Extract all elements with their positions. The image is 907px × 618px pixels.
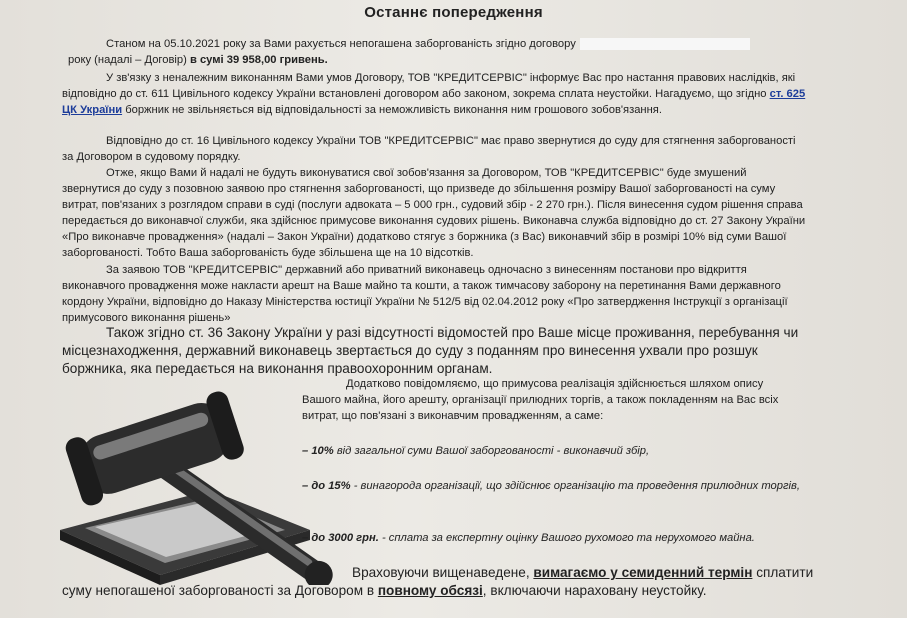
debt-text-a: Станом на 05.10.2021 року за Вами рахується непогашена заборгованість згідно договору — [106, 38, 576, 50]
list-item-fee-10 — [302, 443, 802, 459]
demand-text-c: , включаючи нараховану неустойку. — [482, 583, 707, 598]
list-item-fee-15 — [302, 478, 802, 494]
fee-10-bold: – 10% — [302, 445, 334, 457]
gavel-icon — [40, 380, 340, 585]
list-item-fee-3000 — [302, 530, 802, 546]
paragraph-demand — [62, 564, 842, 600]
fee-3000-text: - сплата за експертну оцінку Вашого рухомого та нерухомого майна. — [378, 532, 755, 544]
paragraph-search: Також згідно ст. 36 Закону України у разі відсутності відомостей про Ваше місце проживання, перебування чи місцезнаходження, державний виконавець звертається до суду з поданням про винесення ухвали про розшук боржника, яка передається на виконання правоохоронним органам. — [62, 325, 799, 376]
fee-15-text: - винагорода організації, що здійснює організацію та проведення прилюдних торгів, — [350, 480, 800, 492]
paragraph-court-right: Відповідно до ст. 16 Цивільного кодексу України ТОВ "КРЕДИТСЕРВІС" має право звернутися до суду для стягнення заборгованості за Договором в судовому порядку. — [62, 135, 796, 163]
demand-text-b: сплатити суму непогашеної заборгованості за Договором в — [62, 565, 814, 598]
debt-text-b: року (надалі – Договір) — [68, 54, 187, 66]
fee-3000-bold: – до 3000 грн. — [302, 532, 379, 544]
paragraph-enforcement: Додатково повідомляємо, що примусова реалізація здійснюється шляхом опису Вашого майна, його арешту, організації прилюдних торгів, а також покладенням на Вас всіх витрат, що пов'язані з виконавчим провадженням, а саме: — [302, 378, 779, 422]
demand-text-a: Враховуючи вищенаведене, — [352, 565, 530, 580]
demand-full-amount: повному обсязі — [377, 583, 483, 598]
consequences-text-a: У зв'язку з неналежним виконанням Вами умов Договору, ТОВ "КРЕДИТСЕРВІС" інформує Вас про настання правових наслідків, які відповідно до ст. 611 Цивільного кодексу України встановлені договором або законом, зокрема сплата неустойки. Нагадуємо, що згідно — [62, 72, 796, 100]
demand-deadline: вимагаємо у семиденний термін — [533, 565, 753, 580]
page-title: Останнє попередження — [364, 4, 543, 21]
paragraph-court-costs: Отже, якщо Вами й надалі не будуть виконуватися свої зобов'язання за Договором, ТОВ "КРЕДИТСЕРВІС" буде змушений звернутися до суду з позовною заявою про стягнення заборгованості, що призведе до збільшення розміру Вашої заборгованості на суму витрат, пов'язаних з розглядом справи в суді (послуги адвоката – 5 000 грн., судовий збір - 2 270 грн.). Після винесення судом рішення справа передається до виконавчої служби, яка здійснює примусове виконання судових рішень. Виконавча служба відповідно до ст. 27 Закону України «Про виконавче провадження» (надалі – Закон України) додатково стягує з боржника (з Вас) виконавчий збір в розмірі 10% від суми Вашої заборгованості. Тобто Ваша заборгованість буде збільшена ще на 10 відсотків. — [62, 167, 806, 259]
paragraph-debt — [62, 36, 802, 68]
debt-amount: в сумі 39 958,00 гривень. — [189, 54, 328, 66]
paragraph-arrest: За заявою ТОВ "КРЕДИТСЕРВІС" державний або приватний виконавець одночасно з винесенням постанови про відкриття виконавчого провадження може накласти арешт на Ваше майно та кошти, а також тимчасову заборону на перетинання Вами державного кордону України, відповідно до Наказу Міністерства юстиції України № 512/5 від 02.04.2012 року «Про затвердження Інструкції з організації примусового виконання рішень» — [62, 264, 788, 324]
fee-15-bold: – до 15% — [302, 480, 351, 492]
fee-10-text: від загальної суми Вашої заборгованості - виконавчий збір, — [333, 445, 650, 457]
redacted-contract-number — [580, 38, 750, 50]
law-link-625[interactable]: ст. 625 ЦК України — [62, 88, 806, 116]
consequences-text-b: боржник не звільняється від відповідальності за неможливість виконання ним грошового зобов'язання. — [125, 104, 662, 116]
paragraph-consequences — [62, 70, 807, 118]
